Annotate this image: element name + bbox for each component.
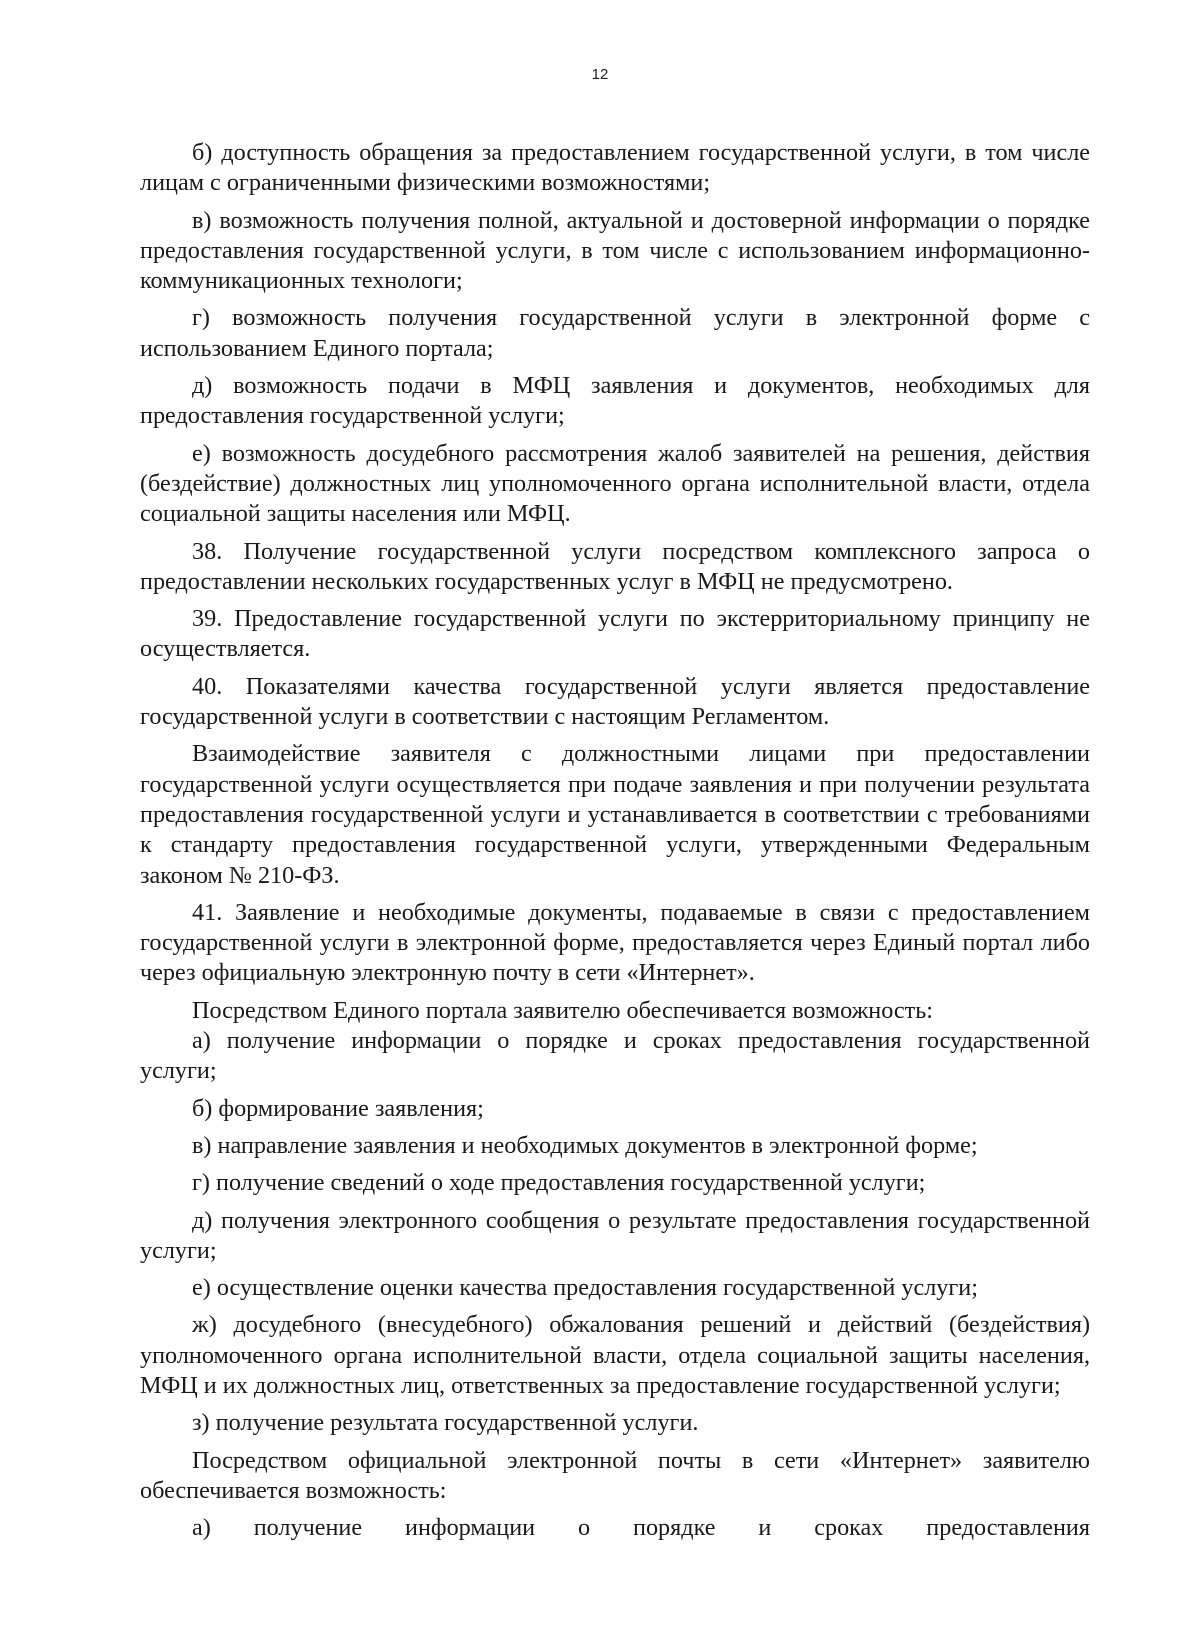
list-item-portal-zh: ж) досудебного (внесудебного) обжалования решений и действий (бездействия) уполномоченного органа исполнительной власти, отдела социальной защиты населения, МФЦ и их должностных лиц, ответственных за предоставление государственной услуги; [140, 1311, 1090, 1399]
document-body [140, 138, 1090, 1543]
paragraph-g-electronic-form: г) возможность получения государственной услуги в электронной форме с использованием Единого портала; [140, 304, 1090, 362]
list-item-email-a: а) получение информации о порядке и сроках предоставления [192, 1514, 1090, 1542]
paragraph-portal-intro: Посредством Единого портала заявителю обеспечивается возможность: [192, 996, 933, 1024]
list-item-portal-v: в) направление заявления и необходимых документов в электронной форме; [192, 1131, 978, 1159]
page-number: 12 [591, 66, 609, 83]
paragraph-39: 39. Предоставление государственной услуги по экстерриториальному принципу не осуществляется. [140, 605, 1090, 663]
list-item-portal-a: а) получение информации о порядке и сроках предоставления государственной услуги; [140, 1027, 1090, 1085]
paragraph-41: 41. Заявление и необходимые документы, подаваемые в связи с предоставлением государственной услуги в электронной форме, предоставляется через Единый портал либо через официальную электронную почту в сети «Интернет». [140, 898, 1090, 987]
list-item-portal-e: е) осуществление оценки качества предоставления государственной услуги; [192, 1274, 978, 1302]
paragraph-email-intro: Посредством официальной электронной почты в сети «Интернет» заявителю обеспечивается возможность: [140, 1446, 1090, 1504]
paragraph-b-accessibility: б) доступность обращения за предоставлением государственной услуги, в том числе лицам с ограниченными физическими возможностями; [140, 139, 1090, 197]
list-item-portal-z: з) получение результата государственной услуги. [192, 1409, 699, 1437]
paragraph-e-pretrial-review: е) возможность досудебного рассмотрения жалоб заявителей на решения, действия (бездействие) должностных лиц уполномоченного органа исполнительной власти, отдела социальной защиты населения или МФЦ. [140, 439, 1090, 528]
paragraph-v-information: в) возможность получения полной, актуальной и достоверной информации о порядке предоставления государственной услуги, в том числе с использованием информационно-коммуникационных технологи; [140, 206, 1090, 295]
paragraph-38: 38. Получение государственной услуги посредством комплексного запроса о предоставлении нескольких государственных услуг в МФЦ не предусмотрено. [140, 537, 1090, 595]
list-item-portal-b: б) формирование заявления; [192, 1094, 484, 1122]
list-item-portal-g: г) получение сведений о ходе предоставления государственной услуги; [192, 1169, 926, 1197]
paragraph-40: 40. Показателями качества государственной услуги является предоставление государственной услуги в соответствии с настоящим Регламентом. [140, 672, 1090, 731]
paragraph-d-mfc-submission: д) возможность подачи в МФЦ заявления и документов, необходимых для предоставления государственной услуги; [140, 372, 1090, 430]
paragraph-interaction: Взаимодействие заявителя с должностными лицами при предоставлении государственной услуги осуществляется при подаче заявления и при получении результата предоставления государственной услуги и устанавливается в соответствии с требованиями к стандарту предоставления государственной услуги, утвержденными Федеральным законом № 210-ФЗ. [140, 740, 1090, 889]
list-item-portal-d: д) получения электронного сообщения о результате предоставления государственной услуги; [140, 1206, 1090, 1264]
